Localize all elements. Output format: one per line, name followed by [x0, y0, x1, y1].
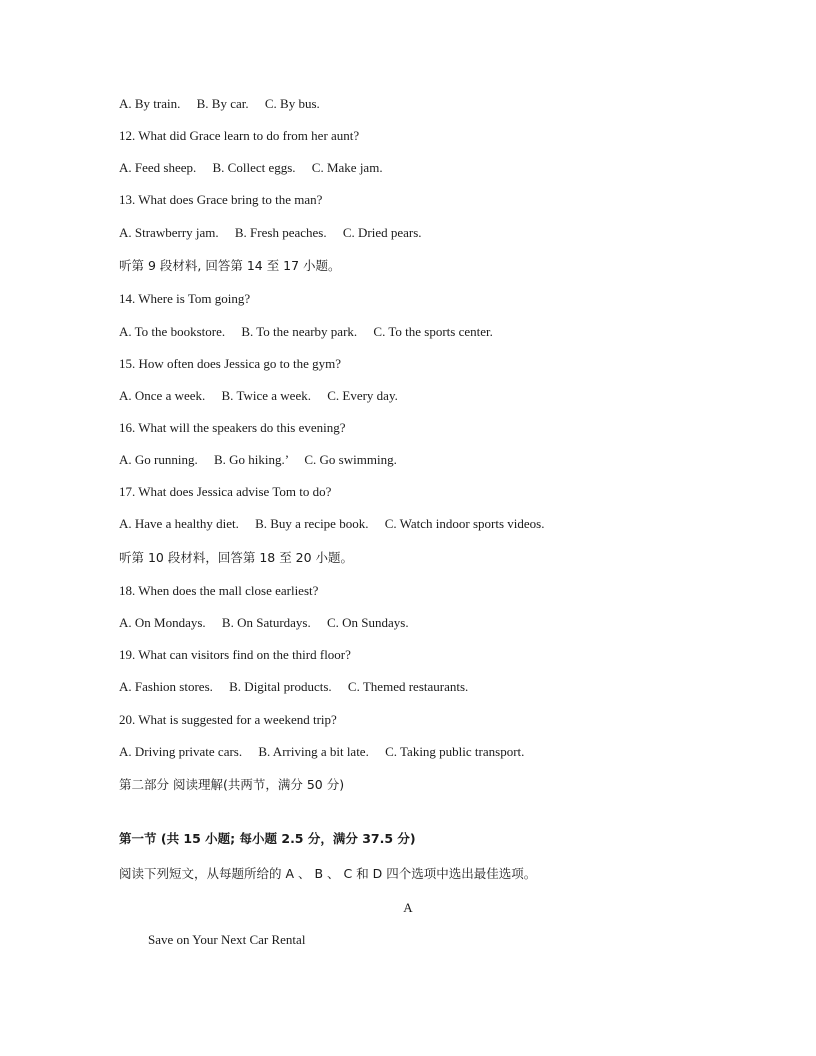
- q18-options: A. On Mondays. B. On Saturdays. C. On Sundays.: [119, 615, 409, 630]
- part-2-heading: 第二部分 阅读理解(共两节，满分 50 分): [119, 777, 345, 792]
- q19-options: A. Fashion stores. B. Digital products. C. Themed restaurants.: [119, 679, 469, 694]
- question-16: 16. What will the speakers do this evening?: [119, 420, 346, 435]
- section-10-instruction: 听第 10 段材料，回答第 18 至 20 小题。: [119, 550, 354, 565]
- question-18: 18. When does the mall close earliest?: [119, 583, 319, 598]
- q15-options: A. Once a week. B. Twice a week. C. Every day.: [119, 388, 398, 403]
- question-13: 13. What does Grace bring to the man?: [119, 192, 323, 207]
- q17-options: A. Have a healthy diet. B. Buy a recipe book. C. Watch indoor sports videos.: [119, 516, 545, 531]
- question-20: 20. What is suggested for a weekend trip?: [119, 712, 337, 727]
- section-9-instruction: 听第 9 段材料, 回答第 14 至 17 小题。: [119, 258, 341, 273]
- q12-options: A. Feed sheep. B. Collect eggs. C. Make jam.: [119, 160, 383, 175]
- passage-label: A: [403, 900, 413, 915]
- q14-options: A. To the bookstore. B. To the nearby park. C. To the sports center.: [119, 324, 493, 339]
- question-19: 19. What can visitors find on the third floor?: [119, 647, 351, 662]
- question-17: 17. What does Jessica advise Tom to do?: [119, 484, 332, 499]
- q20-options: A. Driving private cars. B. Arriving a bit late. C. Taking public transport.: [119, 744, 525, 759]
- question-14: 14. Where is Tom going?: [119, 291, 251, 306]
- passage-title: Save on Your Next Car Rental: [148, 932, 306, 947]
- reading-instructions: 阅读下列短文，从每题所给的 A 、 B 、 C 和 D 四个选项中选出最佳选项。: [119, 866, 537, 881]
- q16-options: A. Go running. B. Go hiking.’ C. Go swimming.: [119, 452, 397, 467]
- q11-options: A. By train. B. By car. C. By bus.: [119, 96, 320, 111]
- q13-options: A. Strawberry jam. B. Fresh peaches. C. Dried pears.: [119, 225, 422, 240]
- section-1-heading: 第一节 (共 15 小题; 每小题 2.5 分，满分 37.5 分): [119, 831, 416, 846]
- question-12: 12. What did Grace learn to do from her aunt?: [119, 128, 360, 143]
- question-15: 15. How often does Jessica go to the gym?: [119, 356, 342, 371]
